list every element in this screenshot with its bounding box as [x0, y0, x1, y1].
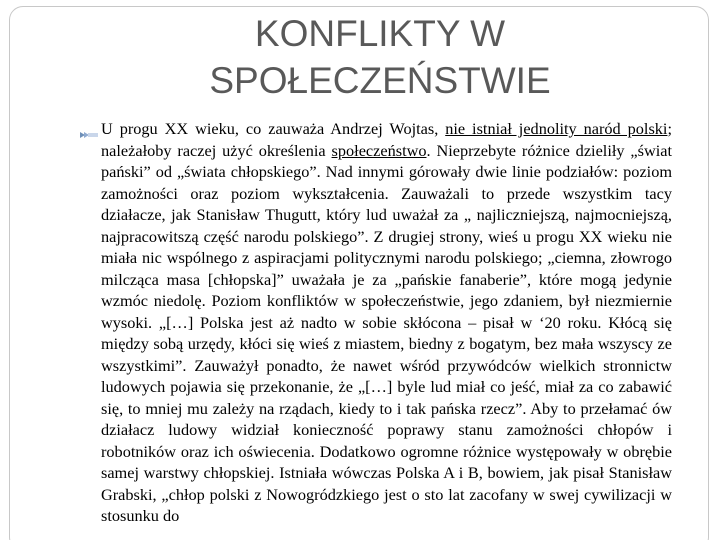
underlined-phrase-nation: nie istniał jednolity naród polski	[445, 119, 668, 138]
body-text-intro: U progu XX wieku, co zauważa Andrzej Wojtas,	[101, 119, 446, 138]
slide-title-line-1: KONFLIKTY W	[254, 13, 506, 54]
underlined-word-society: społeczeństwo	[331, 140, 427, 160]
body-paragraph	[101, 118, 672, 527]
slide-title	[60, 10, 700, 104]
body-text-main: . Nieprzebyte różnice dzieliły „świat pański” od „świata chłopskiego”. Nad innymi górowały dwie linie podziałów: poziom zamożności oraz poziom wykształcenia. Zauważali to przede wszystkim tacy działacze, jak Stanisław Thugutt, który lud uważał za „ najliczniejszą, najmocniejszą, najpracowitszą część narodu polskiego”. Z drugiej strony, wieś u progu XX wieku nie miała nic wspólnego z aspiracjami politycznymi narodu polskiego; „ciemna, złowrogo milcząca masa [chłopska]” uważała je za „pańskie fanaberie”, które mogą jedynie wzmóc niedolę. Poziom konfliktów w społeczeństwie, jego zdaniem, był niezmiernie wysoki. „[…] Polska jest aż nadto w sobie skłócona – pisał w ‘20 roku. Kłócą się między sobą urzędy, kłóci się wieś z miastem, biedny z bogatym, bez mała wszyscy ze wszystkimi”. Zauważył ponadto, że nawet wśród przywódców wielkich stronnictw ludowych pojawia się przekonanie, że „[…] byle lud miał co jeść, miał za co zabawić się, to mniej mu zależy na rządach, kiedy to i tak pańska rzecz”. Aby to przełamać ów działacz ludowy widział konieczność poprawy stanu zamożności chłopów i robotników oraz ich oświecenia. Dodatkowo ogromne różnice występowały w obrębie samej warstwy chłopskiej. Istniała wówczas Polska A i B, bowiem, jak pisał Stanisław Grabski, „chłop polski z Nowogródzkiego jest o sto lat zacofany w swej cywilizacji w stosunku do	[101, 140, 672, 525]
body-text-connector: ; należałoby raczej użyć określenia	[101, 119, 672, 160]
bullet-arrow-icon	[79, 130, 99, 140]
slide-title-line-2: SPOŁECZEŃSTWIE	[209, 60, 551, 101]
